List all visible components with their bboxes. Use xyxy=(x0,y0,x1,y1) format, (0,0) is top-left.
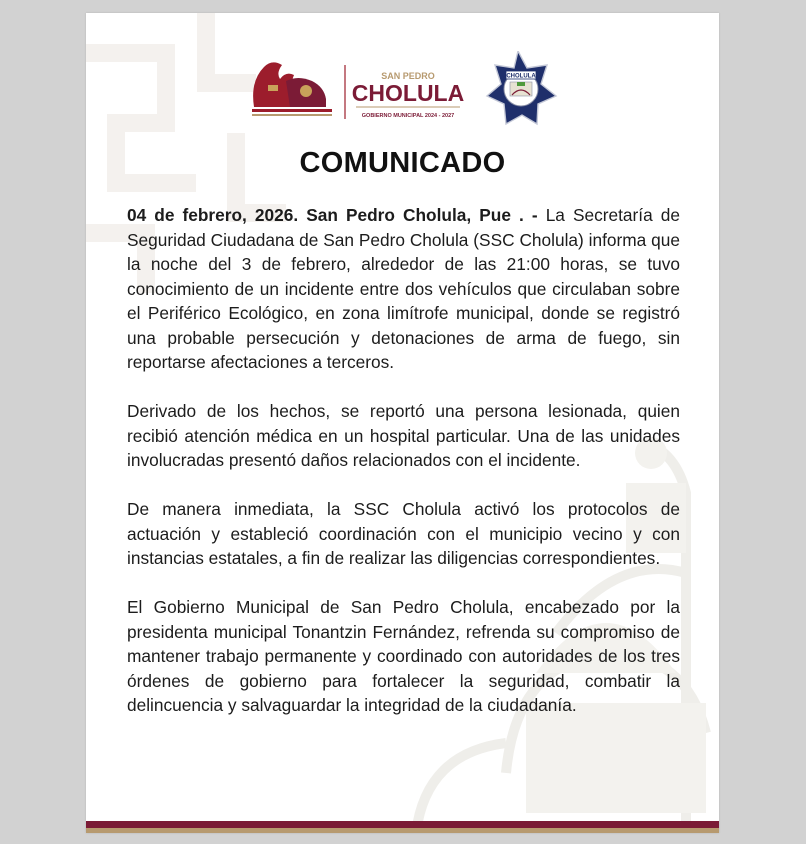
police-badge-icon xyxy=(487,51,556,124)
badge-label: CHOLULA xyxy=(506,73,536,80)
press-release-sheet xyxy=(86,13,719,833)
municipal-emblem-icon xyxy=(252,62,332,116)
header-logos xyxy=(246,51,566,131)
paragraph-commitment: El Gobierno Municipal de San Pedro Cholula, encabezado por la presidenta municipal Tonantzin Fernández, refrenda su compromiso de mantener trabajo permanente y coordinado con autoridades de los tres órdenes de gobierno para fortalecer la seguridad, combatir la delincuencia y salvaguardar la integridad de la ciudadanía. xyxy=(127,597,680,715)
government-period: GOBIERNO MUNICIPAL 2024 - 2027 xyxy=(361,113,455,119)
paragraph-intro-text: La Secretaría de Seguridad Ciudadana de San Pedro Cholula (SSC Cholula) informa que la noche del 3 de febrero, alrededor de las 21:00 horas, se tuvo conocimiento de un incidente entre dos vehículos que circulaban sobre el Periférico Ecológico, en zona limítrofe municipal, donde se registró una probable persecución y detonaciones de arma de fuego, sin reportarse afectaciones a terceros. xyxy=(127,205,680,372)
paragraph-injury: Derivado de los hechos, se reportó una persona lesionada, quien recibió atención médica en un hospital particular. Una de las unidades involucradas presentó daños relacionados con el incidente. xyxy=(127,401,680,470)
paragraph-intro xyxy=(127,203,680,375)
paragraph-response: De manera inmediata, la SSC Cholula activó los protocolos de actuación y estableció coordinación con el municipio vecino y con instancias estatales, a fin de realizar las diligencias correspondientes. xyxy=(127,499,680,568)
document-body xyxy=(127,203,680,742)
document-title: COMUNICADO xyxy=(299,147,506,179)
dateline: 04 de febrero, 2026. San Pedro Cholula, Pue . - xyxy=(127,205,538,225)
footer-stripe xyxy=(86,821,719,833)
municipality-top-label: SAN PEDRO xyxy=(381,71,435,81)
municipality-name: CHOLULA xyxy=(351,80,465,106)
